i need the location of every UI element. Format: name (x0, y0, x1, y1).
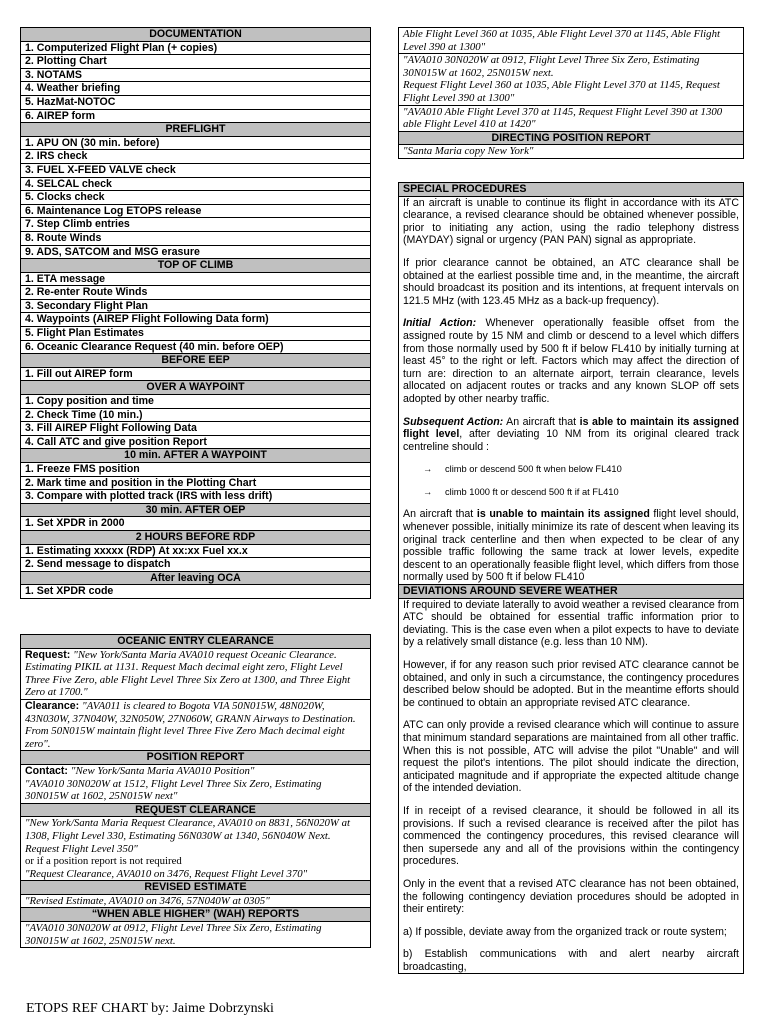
deviations-p1: If required to deviate laterally to avoid weather a revised clearance from ATC should be obtained for essential traffic information prior to deviating. This is the case even when a pilot expects to have to deviate by a relatively small distance (e.g. less than 10 NM). (403, 598, 739, 649)
request-clearance-text-2: or if a position report is not required (25, 855, 182, 868)
request-clearance-text-1: "New York/Santa Maria Request Clearance, AVA010 on 8831, 56N020W at 1308, Flight Level 330, Estimating 56N030W at 1340, 56N040W Next. Request Flight Level 350" (25, 817, 350, 855)
subsequent-text-bold: is able to maintain its assigned flight level (403, 415, 739, 441)
checklist-item: 1. Estimating xxxxx (RDP) At xx:xx Fuel xx.x (21, 544, 371, 558)
section-header-preflight: PREFLIGHT (21, 123, 371, 137)
bullet-item (403, 463, 739, 476)
directing-body (399, 145, 744, 159)
wah-cont-1 (399, 28, 744, 54)
deviations-body (399, 598, 744, 974)
deviations-p5: Only in the event that a revised ATC clearance has not been obtained, the following contingency deviation procedures should be adopted in their entirety: (403, 877, 739, 916)
checklist-item: 3. Compare with plotted track (IRS with less drift) (21, 490, 371, 504)
section-header-top-of-climb: TOP OF CLIMB (21, 259, 371, 273)
unable-text-a: An aircraft that (403, 508, 477, 521)
checklist-item: 3. NOTAMS (21, 68, 371, 82)
section-header-documentation: DOCUMENTATION (21, 28, 371, 42)
oceanic-clearance (21, 699, 371, 750)
unable-text-c: flight level should, whenever possible, initially minimize its rate of descent when leaving its original track centerline and then when expected to be clear of any possible traffic following the same track at lower levels, expedite descent to an operationally feasible flight level, which differs from those normally used by 500 ft if below FL410 (403, 508, 740, 584)
checklist-item: 1. ETA message (21, 272, 371, 286)
section-header-oceanic-entry: OCEANIC ENTRY CLEARANCE (21, 635, 371, 649)
position-report-body (21, 764, 371, 803)
special-p5 (403, 508, 739, 584)
special-p4 (403, 416, 739, 454)
request-clearance-text-3: "Request Clearance, AVA010 on 3476, Request Flight Level 370" (25, 867, 308, 880)
report-text: "AVA010 30N020W at 1512, Flight Level Three Six Zero, Estimating 30N015W at 1602, 25N015W next" (25, 777, 322, 803)
checklist-column (20, 27, 371, 599)
bullet-item (403, 486, 739, 499)
special-p3 (403, 317, 739, 405)
wah-continued-column (398, 27, 744, 159)
section-header-special: SPECIAL PROCEDURES (399, 183, 744, 197)
checklist-item: 2. IRS check (21, 150, 371, 164)
checklist-item: 2. Plotting Chart (21, 55, 371, 69)
section-header-deviations: DEVIATIONS AROUND SEVERE WEATHER (399, 585, 744, 599)
phraseology-table (20, 634, 371, 948)
deviations-p6: a) If possible, deviate away from the organized track or route system; (403, 925, 727, 938)
checklist-item: 2. Mark time and position in the Plotting Chart (21, 476, 371, 490)
wah-cont-text-4: "AVA010 Able Flight Level 370 at 1145, Request Flight Level 390 at 1300 able Flight Level 410 at 1420" (403, 105, 723, 131)
wah-cont-2 (399, 54, 744, 105)
subsequent-action-label: Subsequent Action: (403, 415, 504, 428)
checklist-table (20, 27, 371, 599)
wah-text: "AVA010 30N020W at 0912, Flight Level Three Six Zero, Estimating 30N015W at 1602, 25N015W next. (25, 922, 322, 947)
special-procedures-column (398, 182, 744, 974)
special-p1: If an aircraft is unable to continue its flight in accordance with its ATC clearance, a revised clearance should be obtained whenever possible, prior to initiating any action, using the radio telephony distress (MAYDAY) signal or urgency (PAN PAN) signal as appropriate. (403, 196, 739, 247)
section-header-position-report: POSITION REPORT (21, 751, 371, 765)
checklist-item: 1. Computerized Flight Plan (+ copies) (21, 41, 371, 55)
contact-label: Contact: (25, 764, 68, 777)
unable-text-bold: is unable to maintain its assigned (476, 508, 650, 521)
contact-text: "New York/Santa Maria AVA010 Position" (70, 764, 255, 777)
checklist-item: 3. Fill AIREP Flight Following Data (21, 422, 371, 436)
checklist-item: 2. Check Time (10 min.) (21, 408, 371, 422)
initial-action-label: Initial Action: (403, 317, 477, 330)
checklist-item: 5. Clocks check (21, 191, 371, 205)
wah-cont-text-1: Able Flight Level 360 at 1035, Able Flight Level 370 at 1145, Able Flight Level 390 at 1300" (403, 28, 720, 53)
section-header-over-waypoint: OVER A WAYPOINT (21, 381, 371, 395)
revised-estimate-body (21, 894, 371, 908)
section-header-after-oep: 30 min. AFTER OEP (21, 503, 371, 517)
wah-continued-table (398, 27, 744, 159)
checklist-item: 1. Freeze FMS position (21, 463, 371, 477)
section-header-wah: “WHEN ABLE HIGHER” (WAH) REPORTS (21, 908, 371, 922)
special-p2: If prior clearance cannot be obtained, an ATC clearance shall be obtained at the earliest possible time and, in the meantime, the aircraft should broadcast its position and its intentions, at frequent intervals on 121.5 MHz (with 123.45 MHz as a back-up frequency). (403, 256, 739, 307)
checklist-item: 2. Re-enter Route Winds (21, 286, 371, 300)
request-text: "New York/Santa Maria AVA010 request Oceanic Clearance. Estimating PIKIL at 1131. Request Mach decimal eight zero, Flight Level Three Five Zero, able Flight Level Three Six Zero at 1300, and Three Eight Zero at 1700." (25, 648, 351, 699)
checklist-item: 4. Call ATC and give position Report (21, 435, 371, 449)
section-header-after-waypoint: 10 min. AFTER A WAYPOINT (21, 449, 371, 463)
phraseology-column (20, 634, 371, 948)
clearance-text: "AVA011 is cleared to Bogota VIA 50N015W, 48N020W, 43N030W, 37N040W, 32N050W, 27N060W, GRANN Airways to Destination. From 50N015W maintain flight level Three Five Zero Mach decimal eight zero". (25, 699, 356, 750)
arrow-icon: → (423, 464, 433, 475)
checklist-item: 1. Fill out AIREP form (21, 367, 371, 381)
bullet-text: climb 1000 ft or descend 500 ft if at FL410 (445, 486, 619, 497)
deviations-p3: ATC can only provide a revised clearance which will continue to assure that minimum standard separations are maintained from all other traffic. When this is not possible, ATC will advise the pilot "Unable" and will request the pilot's intentions. The pilot should indicate the direction, anticipated magnitude and if appropriate the expected altitude change of the intended deviation. (403, 719, 739, 795)
section-header-before-rdp: 2 HOURS BEFORE RDP (21, 530, 371, 544)
checklist-item: 3. FUEL X-FEED VALVE check (21, 163, 371, 177)
directing-text: "Santa Maria copy New York" (403, 145, 534, 158)
section-header-request-clearance: REQUEST CLEARANCE (21, 803, 371, 817)
section-header-directing: DIRECTING POSITION REPORT (399, 131, 744, 145)
checklist-item: 9. ADS, SATCOM and MSG erasure (21, 245, 371, 259)
subsequent-text-c: , after deviating 10 NM from its original cleared track centreline should : (403, 428, 740, 453)
request-label: Request: (25, 648, 71, 661)
request-clearance-body (21, 817, 371, 881)
subsequent-text-a: An aircraft that (503, 415, 580, 428)
checklist-item: 6. AIREP form (21, 109, 371, 123)
clearance-label: Clearance: (25, 699, 80, 712)
checklist-item: 4. SELCAL check (21, 177, 371, 191)
wah-body (21, 922, 371, 948)
checklist-item: 2. Send message to dispatch (21, 558, 371, 572)
deviations-p4: If in receipt of a revised clearance, it should be followed in all its provisions. If such a revised clearance is received after the pilot has commenced the contingency procedures, this revised clearance will then supersede any and all of the provisions within the contingency procedures. (403, 804, 739, 868)
section-header-after-oca: After leaving OCA (21, 571, 371, 585)
special-procedures-table (398, 182, 744, 974)
wah-cont-text-2: "AVA010 30N020W at 0912, Flight Level Three Six Zero, Estimating 30N015W at 1602, 25N015W next. (403, 54, 700, 79)
deviations-p7: b) Establish communications with and alert nearby aircraft broadcasting, (403, 948, 739, 973)
checklist-item: 1. Set XPDR in 2000 (21, 517, 371, 531)
checklist-item: 1. Copy position and time (21, 395, 371, 409)
checklist-item: 1. APU ON (30 min. before) (21, 136, 371, 150)
checklist-item: 1. Set XPDR code (21, 585, 371, 599)
section-header-revised-estimate: REVISED ESTIMATE (21, 881, 371, 895)
oceanic-request (21, 648, 371, 699)
checklist-item: 5. Flight Plan Estimates (21, 327, 371, 341)
initial-action-text: Whenever operationally feasible offset from the assigned route by 15 NM and climb or descend to a level which differs from those normally used by 500 ft if below FL410 by initially turning at least 45° to the right or left. Factors which may affect the direction of turn are: direction to an alternate airport, terrain clearance, levels allocated on adjacent routes or tracks and any known SLOP off sets adopted by other nearby traffic. (403, 317, 739, 405)
checklist-item: 7. Step Climb entries (21, 218, 371, 232)
revised-estimate-text: "Revised Estimate, AVA010 on 3476, 57N040W at 0305" (25, 894, 270, 907)
checklist-item: 4. Waypoints (AIREP Flight Following Data form) (21, 313, 371, 327)
checklist-item: 3. Secondary Flight Plan (21, 299, 371, 313)
checklist-item: 6. Oceanic Clearance Request (40 min. before OEP) (21, 340, 371, 354)
checklist-item: 5. HazMat-NOTOC (21, 95, 371, 109)
checklist-item: 8. Route Winds (21, 231, 371, 245)
wah-cont-3 (399, 105, 744, 131)
deviations-p2: However, if for any reason such prior revised ATC clearance cannot be obtained, and only in such a circumstance, the contingency procedures described below should be adopted. But in the meantime efforts should be continued to obtain an appropriate revised ATC clearance. (403, 659, 739, 709)
wah-cont-text-3: Request Flight Level 360 at 1035, Able Flight Level 370 at 1145, Request Flight Level 390 at 1300" (403, 79, 720, 104)
checklist-item: 4. Weather briefing (21, 82, 371, 96)
section-header-before-eep: BEFORE EEP (21, 354, 371, 368)
footer-credit: ETOPS REF CHART by: Jaime Dobrzynski (26, 1001, 274, 1016)
arrow-icon: → (423, 486, 433, 497)
special-procedures-body (399, 196, 744, 584)
checklist-item: 6. Maintenance Log ETOPS release (21, 204, 371, 218)
bullet-text: climb or descend 500 ft when below FL410 (445, 464, 622, 475)
